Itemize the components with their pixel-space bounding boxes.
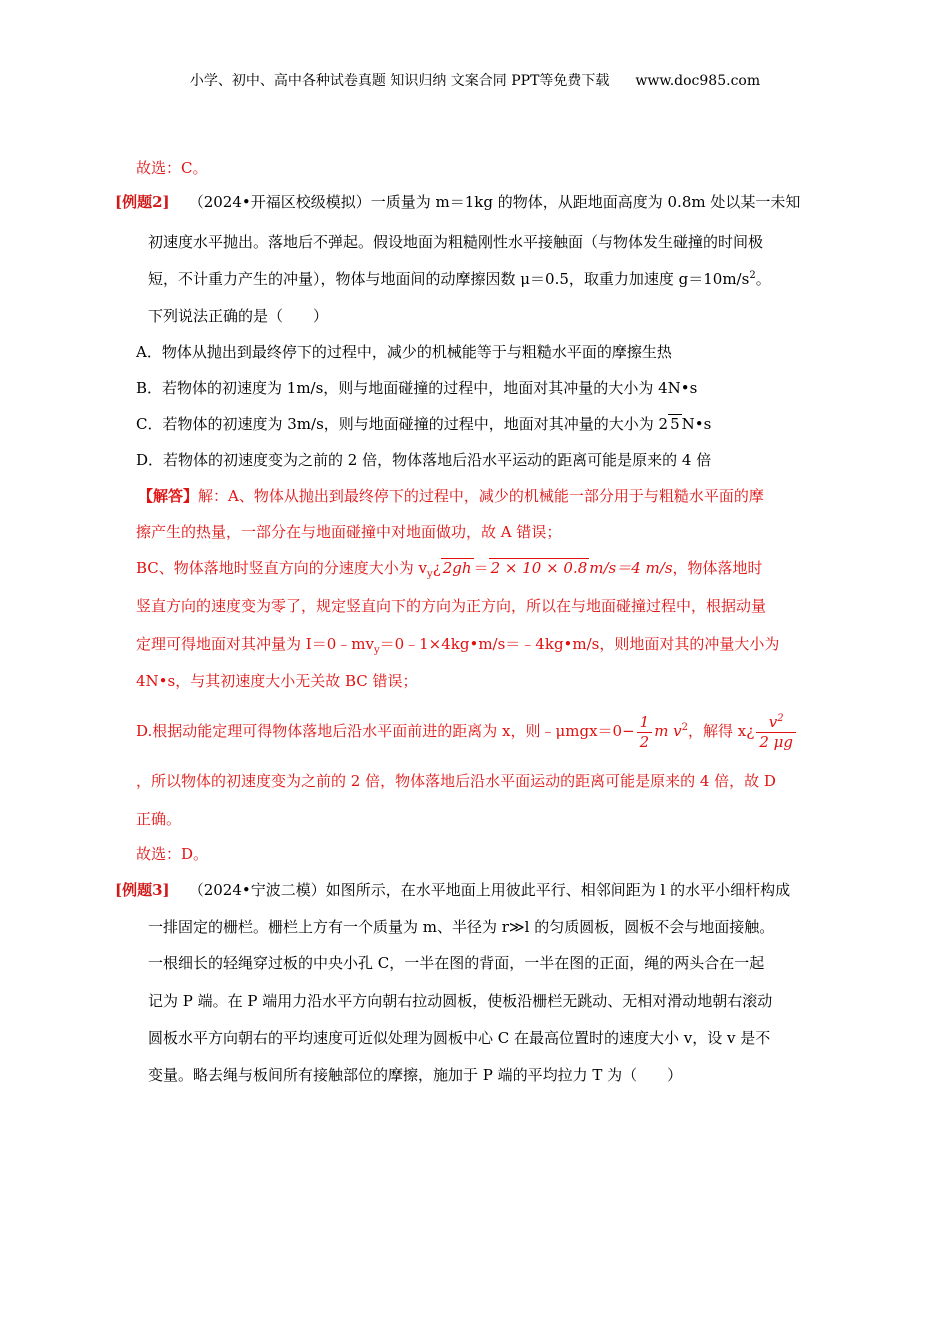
answer-d-line-1: D.根据动能定理可得物体落地后沿水平面前进的距离为 x，则﹣μmgx＝0− $\frac{1}{2}$ m $v^2$，解得 x¿ $\frac{v^2}{2 \mu g}$ — [136, 706, 798, 756]
answer-a-line-1: 【解答】解：A、物体从抛出到最终停下的过程中，减少的机械能一部分用于与粗糙水平面的摩 — [138, 487, 764, 505]
answer-bc-line-1: BC、物体落地时竖直方向的分速度大小为 $v_y¿$ 2gh ＝ 2 × 10 × 0.8 m/s＝4 m/s，物体落地时 — [136, 559, 763, 580]
example-2-stem-line-2: 初速度水平抛出。落地后不弹起。假设地面为粗糙刚性水平接触面（与物体发生碰撞的时间极 — [148, 233, 764, 251]
example-3-tag: [例题3] — [115, 881, 170, 899]
page-header — [0, 70, 950, 90]
option-c: C．若物体的初速度为 3m/s，则与地面碰撞的过程中，地面对其冲量的大小为 2 5 N•s — [136, 415, 712, 433]
example-3-stem-line-2: 一排固定的栅栏。栅栏上方有一个质量为 m、半径为 r≫l 的匀质圆板，圆板不会与地面接触。 — [148, 918, 775, 936]
example-2-stem-line-4: 下列说法正确的是（ ） — [148, 307, 329, 325]
option-d: D．若物体的初速度变为之前的 2 倍，物体落地后沿水平运动的距离可能是原来的 4 倍 — [136, 451, 712, 469]
example-2-tag: [例题2] — [115, 193, 170, 211]
answer-tag: 【解答】 — [138, 487, 199, 505]
sqrt-symbol: 2gh — [442, 559, 472, 577]
option-a: A．物体从抛出到最终停下的过程中，减少的机械能等于与粗糙水平面的摩擦生热 — [136, 343, 672, 361]
header-text: 小学、初中、高中各种试卷真题 知识归纳 文案合同 PPT等免费下载 — [189, 73, 610, 89]
answer-d-line-2: ，所以物体的初速度变为之前的 2 倍，物体落地后沿水平面运动的距离可能是原来的 4 倍，故 D — [136, 772, 776, 790]
answer-d-line-3: 正确。 — [136, 810, 182, 828]
example-3-stem-line-3: 一根细长的轻绳穿过板的中央小孔 C，一半在图的背面，一半在图的正面，绳的两头合在一起 — [148, 954, 765, 972]
fraction: $\frac{1}{2}$ — [637, 713, 653, 752]
answer-bc-line-2: 竖直方向的速度变为零了，规定竖直向下的方向为正方向，所以在与地面碰撞过程中，根据动量 — [136, 597, 767, 615]
prev-answer: 故选：C。 — [136, 159, 208, 177]
answer-bc-line-3: 定理可得地面对其冲量为 $I=0﹣mv_y=0﹣1\times 4kg•m/s=﹣4kg•m/s$，则地面对其的冲量大小为 — [136, 635, 780, 656]
example-3-stem-line-5: 圆板水平方向朝右的平均速度可近似处理为圆板中心 C 在最高位置时的速度大小 v，设 v 是不 — [148, 1029, 771, 1047]
choose-answer: 故选：D。 — [136, 845, 209, 863]
sqrt-symbol: 5 — [670, 415, 680, 433]
header-site: www.doc985.com — [635, 73, 761, 89]
example-3-stem-line-6: 变量。略去绳与板间所有接触部位的摩擦，施加于 P 端的平均拉力 T 为（ ） — [148, 1066, 683, 1084]
example-3-stem-line-4: 记为 P 端。在 P 端用力沿水平方向朝右拉动圆板，使板沿栅栏无跳动、无相对滑动地朝右滚动 — [148, 992, 773, 1010]
example-3-stem-line-1: [例题3] （2024•宁波二模）如图所示，在水平地面上用彼此平行、相邻间距为 l 的水平小细杆构成 — [115, 881, 791, 899]
example-2-stem-line-3: 短，不计重力产生的冲量），物体与地面间的动摩擦因数 μ＝0.5，取重力加速度 $g=10m/s^2$。 — [148, 270, 771, 288]
option-b: B．若物体的初速度为 1m/s，则与地面碰撞的过程中，地面对其冲量的大小为 4N•s — [136, 379, 698, 397]
fraction: $\frac{v^2}{2 \mu g}$ — [756, 713, 796, 752]
example-2-stem-line-1: [例题2] （2024•开福区校级模拟）一质量为 m＝1kg 的物体，从距地面高度为 0.8m 处以某一未知 — [115, 193, 801, 211]
sqrt-symbol: 2 × 10 × 0.8 — [490, 559, 588, 577]
answer-bc-line-4: 4N•s，与其初速度大小无关故 BC 错误； — [136, 672, 418, 690]
answer-a-line-2: 擦产生的热量，一部分在与地面碰撞中对地面做功，故 A 错误； — [136, 523, 562, 541]
